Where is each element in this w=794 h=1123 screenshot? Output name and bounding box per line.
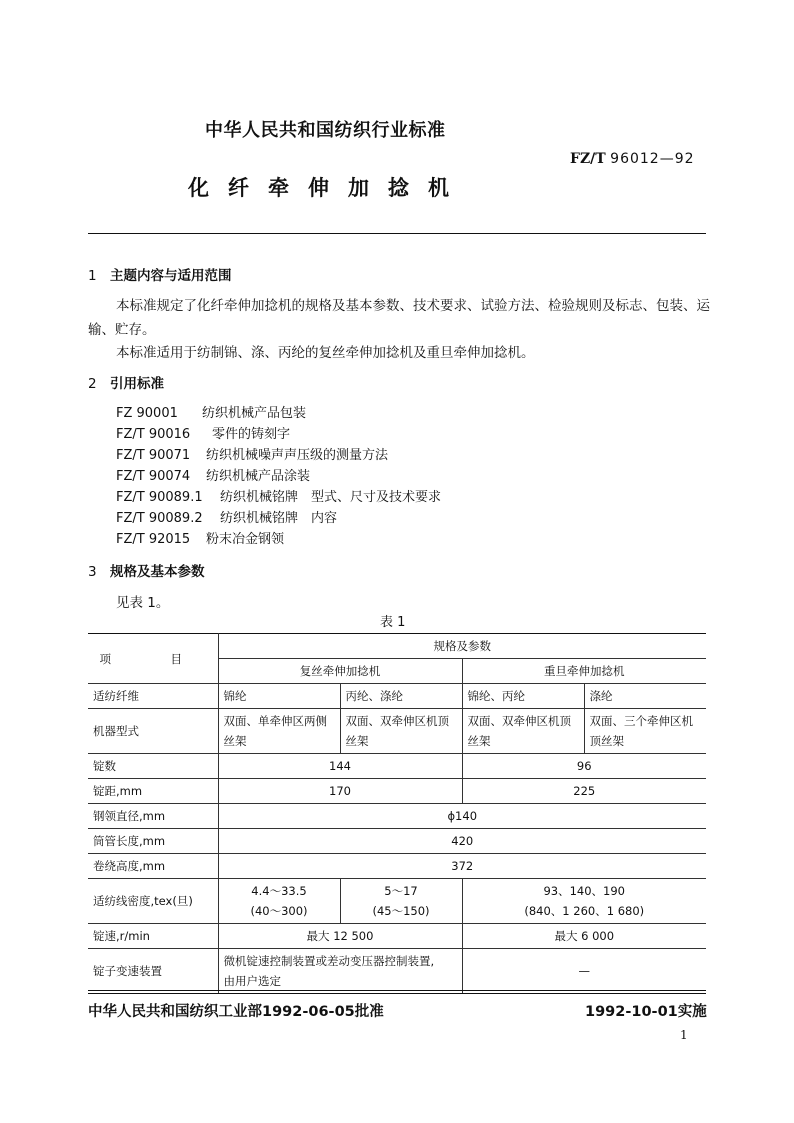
reference-code: FZ/T 90089.2 [116,511,203,526]
reference-code: FZ/T 92015 [116,532,191,547]
reference-name: 粉末冶金钢领 [206,532,285,547]
section-number: 2 [88,376,97,392]
reference-name: 纺织机械铭牌 型式、尺寸及技术要求 [220,490,442,505]
reference-item [116,465,310,484]
group-header-heavy-denier: 重旦牵伸加捻机 [462,659,706,684]
table-row [88,709,706,754]
row-label: 适纺纤维 [88,684,218,709]
reference-item [116,486,441,505]
section-3-heading [88,560,205,580]
row-label: 锭距,mm [88,779,218,804]
table-cell: 双面、双牵伸区机顶 丝架 [462,709,584,754]
row-label: 卷绕高度,mm [88,854,218,879]
approval-statement: 中华人民共和国纺织工业部1992-06-05批准 [88,1004,384,1020]
table-cell: ϕ140 [218,804,706,829]
row-label: 锭子变速装置 [88,949,218,994]
reference-item [116,507,337,526]
reference-item [116,423,290,442]
row-label: 钢领直径,mm [88,804,218,829]
standard-code-prefix: FZ/T [570,151,606,167]
reference-code: FZ/T 90089.1 [116,490,203,505]
reference-code: FZ/T 90074 [116,469,191,484]
table-cell: 144 [218,754,462,779]
table-cell: 93、140、190 (840、1 260、1 680) [462,879,706,924]
table-cell: 5～17 (45～150) [340,879,462,924]
table-row [88,854,706,879]
reference-item [116,444,388,463]
footer-divider [88,990,706,991]
table-header-row [88,634,706,659]
section-number: 3 [88,564,97,580]
paragraph: 本标准规定了化纤牵伸加捻机的规格及基本参数、技术要求、试验方法、检验规则及标志、包装、运 [116,298,710,314]
header-divider [88,233,706,234]
table-cell: 最大 12 500 [218,924,462,949]
reference-item [116,528,284,547]
table-row [88,829,706,854]
row-label: 筒管长度,mm [88,829,218,854]
table-cell: 372 [218,854,706,879]
section-number: 1 [88,268,97,284]
table-row [88,949,706,994]
reference-name: 纺织机械噪声声压级的测量方法 [206,448,389,463]
table-caption: 表 1 [380,615,406,630]
table-row [88,804,706,829]
group-header-multifilament: 复丝牵伸加捻机 [218,659,462,684]
effective-date: 1992-10-01实施 [585,1004,707,1020]
table-row [88,754,706,779]
paragraph: 本标准适用于纺制锦、涤、丙纶的复丝牵伸加捻机及重旦牵伸加捻机。 [116,345,535,361]
document-title: 化纤牵伸加捻机 [188,176,468,200]
row-label: 适纺线密度,tex(旦) [88,879,218,924]
table-cell: 锦纶 [218,684,340,709]
table-row [88,924,706,949]
standard-code [570,151,695,167]
row-label: 锭速,r/min [88,924,218,949]
paragraph: 输、贮存。 [88,322,156,338]
reference-name: 纺织机械铭牌 内容 [220,511,338,526]
row-label: 锭数 [88,754,218,779]
section-title: 主题内容与适用范围 [110,268,232,284]
reference-name: 纺织机械产品涂装 [206,469,311,484]
reference-code: FZ/T 90071 [116,448,191,463]
table-row [88,684,706,709]
issuing-organization: 中华人民共和国纺织行业标准 [205,120,446,141]
spec-table [88,633,706,994]
reference-code: FZ/T 90016 [116,427,191,442]
table-cell: 涤纶 [584,684,706,709]
table-cell: 丙纶、涤纶 [340,684,462,709]
table-row [88,779,706,804]
section-title: 引用标准 [110,376,164,392]
table-cell: 最大 6 000 [462,924,706,949]
reference-name: 零件的铸刻字 [212,427,291,442]
table-cell: 4.4～33.5 (40～300) [218,879,340,924]
table-cell: 170 [218,779,462,804]
table-cell: 锦纶、丙纶 [462,684,584,709]
paragraph: 见表 1。 [116,595,170,611]
section-2-heading [88,372,164,392]
table-cell: 225 [462,779,706,804]
page-number: 1 [680,1028,688,1042]
reference-code: FZ 90001 [116,406,178,421]
table-cell: 双面、单牵伸区两侧 丝架 [218,709,340,754]
table-cell: 微机锭速控制装置或差动变压器控制装置, 由用户选定 [218,949,462,994]
standard-code-number: 96012—92 [610,151,695,167]
table-cell: 双面、三个牵伸区机 顶丝架 [584,709,706,754]
table-cell: 420 [218,829,706,854]
item-header-cell: 项 目 [88,634,218,684]
table-cell: 96 [462,754,706,779]
section-title: 规格及基本参数 [110,564,205,580]
section-1-heading [88,264,232,284]
spec-header-cell: 规格及参数 [218,634,706,659]
row-label: 机器型式 [88,709,218,754]
reference-name: 纺织机械产品包装 [202,406,307,421]
table-cell: — [462,949,706,994]
table-cell: 双面、双牵伸区机顶 丝架 [340,709,462,754]
reference-item [116,402,306,421]
table-row [88,879,706,924]
